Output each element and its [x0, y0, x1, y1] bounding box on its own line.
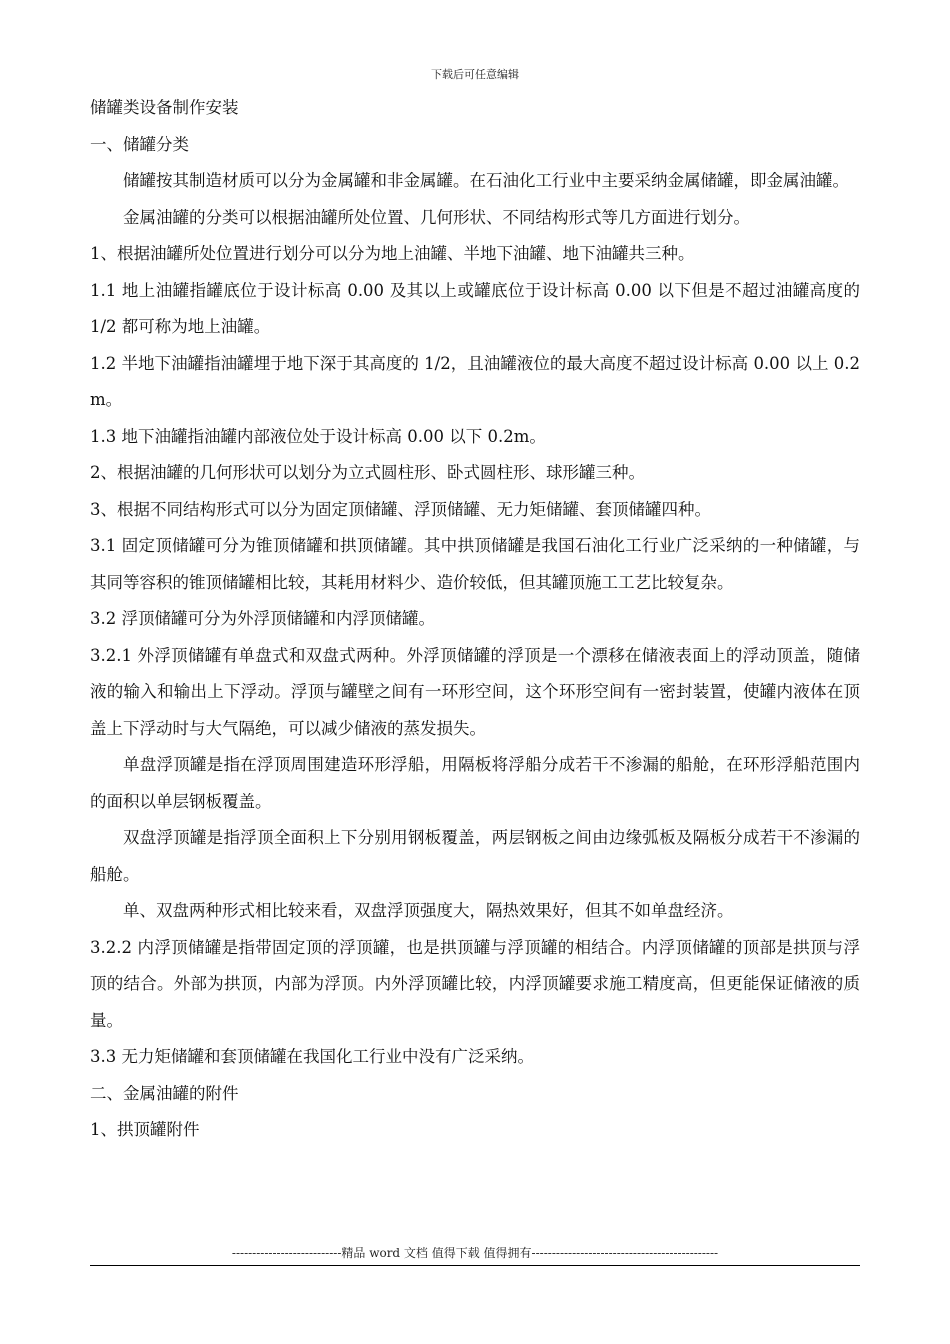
footer-divider — [90, 1265, 860, 1266]
paragraph: 1.1 地上油罐指罐底位于设计标高 0.00 及其以上或罐底位于设计标高 0.00 以下但是不超过油罐高度的 1/2 都可称为地上油罐。 — [90, 280, 860, 336]
paragraph: 3、根据不同结构形式可以分为固定顶储罐、浮顶储罐、无力矩储罐、套顶储罐四种。 — [90, 499, 711, 519]
document-title: 储罐类设备制作安装 — [90, 98, 239, 117]
paragraph: 双盘浮顶罐是指浮顶全面积上下分别用钢板覆盖，两层钢板之间由边缘弧板及隔板分成若干不渗漏的船舱。 — [90, 828, 860, 884]
paragraph: 单盘浮顶罐是指在浮顶周围建造环形浮船，用隔板将浮船分成若干不渗漏的船舱，在环形浮船范围内的面积以单层钢板覆盖。 — [90, 755, 860, 811]
paragraph: 金属油罐的分类可以根据油罐所处位置、几何形状、不同结构形式等几方面进行划分。 — [123, 207, 750, 227]
paragraph: 1.2 半地下油罐指油罐埋于地下深于其高度的 1/2，且油罐液位的最大高度不超过设计标高 0.00 以上 0.2m。 — [90, 353, 860, 409]
page-footer-text: ---------------------------精品 word 文档 值得下载 值得拥有---------------------------------------------- — [231, 1246, 719, 1260]
paragraph: 1、根据油罐所处位置进行划分可以分为地上油罐、半地下油罐、地下油罐共三种。 — [90, 244, 695, 263]
paragraph: 3.2 浮顶储罐可分为外浮顶储罐和内浮顶储罐。 — [90, 609, 435, 628]
paragraph: 2、根据油罐的几何形状可以划分为立式圆柱形、卧式圆柱形、球形罐三种。 — [90, 463, 645, 482]
paragraph: 单、双盘两种形式相比较来看，双盘浮顶强度大，隔热效果好，但其不如单盘经济。 — [123, 901, 734, 920]
paragraph: 3.2.2 内浮顶储罐是指带固定顶的浮顶罐，也是拱顶罐与浮顶罐的相结合。内浮顶储罐的顶部是拱顶与浮顶的结合。外部为拱顶，内部为浮顶。内外浮顶罐比较，内浮顶罐要求施工精度高，但更能保证储液的质量。 — [90, 937, 860, 1030]
paragraph: 二、金属油罐的附件 — [90, 1083, 239, 1103]
paragraph: 1、拱顶罐附件 — [90, 1120, 200, 1139]
paragraph: 一、储罐分类 — [90, 134, 189, 154]
paragraph: 3.3 无力矩储罐和套顶储罐在我国化工行业中没有广泛采纳。 — [90, 1047, 534, 1066]
page-header-note: 下载后可任意编辑 — [431, 68, 519, 81]
document-body — [90, 90, 860, 1149]
paragraph: 1.3 地下油罐指油罐内部液位处于设计标高 0.00 以下 0.2m。 — [90, 426, 546, 446]
paragraph: 3.2.1 外浮顶储罐有单盘式和双盘式两种。外浮顶储罐的浮顶是一个漂移在储液表面上的浮动顶盖，随储液的输入和输出上下浮动。浮顶与罐壁之间有一环形空间，这个环形空间有一密封装置，使罐内液体在顶盖上下浮动时与大气隔绝，可以减少储液的蒸发损失。 — [90, 645, 860, 738]
paragraph: 储罐按其制造材质可以分为金属罐和非金属罐。在石油化工行业中主要采纳金属储罐，即金属油罐。 — [123, 171, 849, 190]
paragraph-list — [90, 127, 860, 1149]
paragraph: 3.1 固定顶储罐可分为锥顶储罐和拱顶储罐。其中拱顶储罐是我国石油化工行业广泛采纳的一种储罐，与其同等容积的锥顶储罐相比较，其耗用材料少、造价较低，但其罐顶施工工艺比较复杂。 — [90, 536, 860, 592]
